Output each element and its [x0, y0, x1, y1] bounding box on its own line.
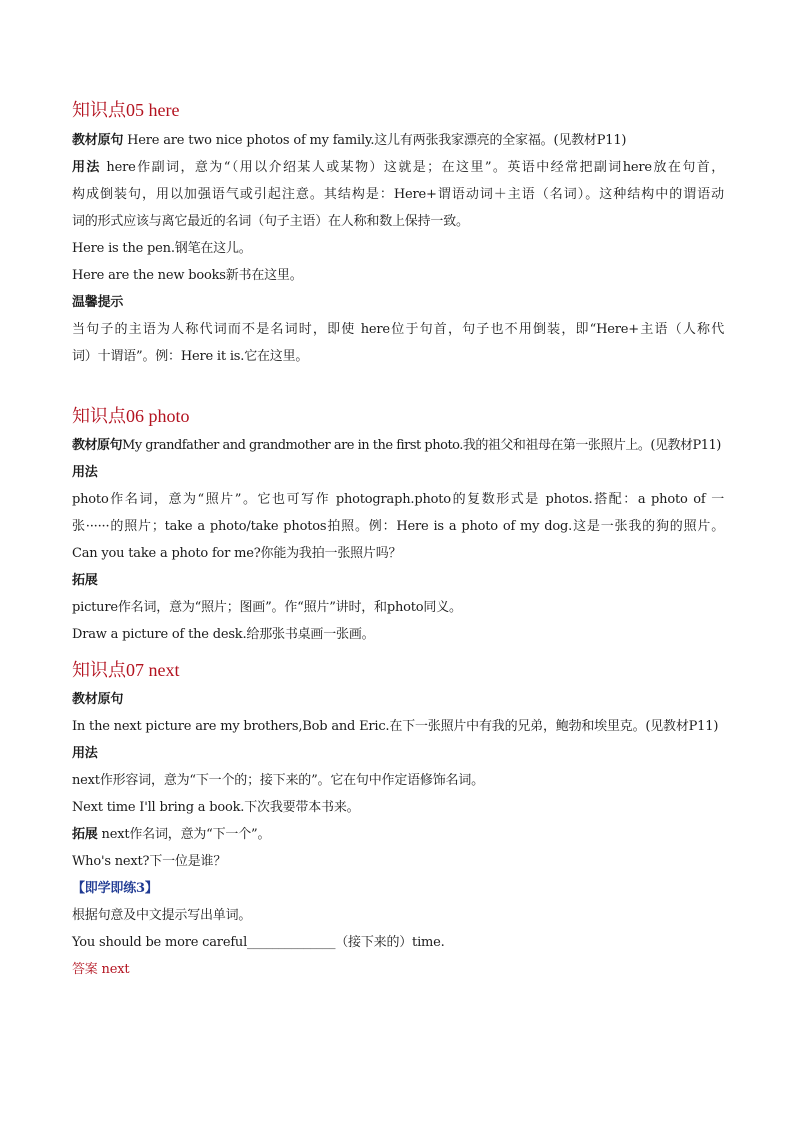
source-text: Here are two nice photos of my family.这儿有两张我家漂亮的全家福。(见教材P11): [127, 133, 627, 148]
tip-line: 当句子的主语为人称代词而不是名词时，即使 here位于句首，句子也不用倒装，即“Here+主语（人称代: [72, 322, 724, 337]
extend-text: next作名词，意为“下一个”。: [101, 827, 271, 842]
usage-label: 用法: [72, 746, 98, 761]
answer-label: 答案: [72, 962, 98, 977]
section-heading-07: 知识点07 next: [72, 660, 180, 680]
source-sentence-05: [72, 132, 626, 149]
usage-line: 张······的照片；take a photo/take photos拍照。例：Here is a photo of my dog.这是一张我的狗的照片。: [72, 519, 724, 534]
extend-label: 拓展: [72, 827, 98, 842]
section-heading-06: 知识点06 photo: [72, 406, 190, 426]
practice-title: 【即学即练3】: [72, 881, 158, 896]
usage-line: photo作名词，意为“照片”。它也可写作 photograph.photo的复数形式是 photos.搭配：a photo of 一: [72, 492, 724, 507]
example-sentence: Here is the pen.钢笔在这儿。: [72, 241, 252, 256]
extend-line: picture作名词，意为“照片；图画”。作“照片”讲时，和photo同义。: [72, 600, 462, 615]
answer-line: [72, 961, 129, 978]
source-label: 教材原句: [72, 692, 124, 707]
usage-label: 用法: [72, 160, 101, 175]
usage-line: 构成倒装句，用以加强语气或引起注意。其结构是：Here+谓语动词＋主语（名词）。这种结构中的谓语动: [72, 187, 724, 202]
source-label: 教材原句: [72, 438, 123, 453]
usage-label: 用法: [72, 465, 98, 480]
source-text: In the next picture are my brothers,Bob and Eric.在下一张照片中有我的兄弟，鲍勃和埃里克。(见教材P11): [72, 719, 719, 734]
practice-question: You should be more careful______________（接下来的）time.: [72, 935, 445, 950]
extend-line: Draw a picture of the desk.给那张书桌画一张画。: [72, 627, 375, 642]
extend-line: [72, 826, 270, 843]
usage-line: [72, 159, 724, 176]
usage-line: next作形容词，意为“下一个的；接下来的”。它在句中作定语修饰名词。: [72, 773, 484, 788]
tip-label: 温馨提示: [72, 295, 124, 310]
answer-text: next: [101, 962, 130, 977]
source-sentence-06: [72, 437, 721, 454]
usage-line: Next time I'll bring a book.下次我要带本书来。: [72, 800, 360, 815]
usage-line: 词的形式应该与离它最近的名词（句子主语）在人称和数上保持一致。: [72, 214, 469, 229]
source-label: 教材原句: [72, 133, 124, 148]
example-sentence: Here are the new books新书在这里。: [72, 268, 303, 283]
section-heading-05: 知识点05 here: [72, 100, 180, 120]
usage-text: here作副词，意为“（用以介绍某人或某物）这就是；在这里”。英语中经常把副词here放在句首，: [106, 160, 724, 175]
source-text: My grandfather and grandmother are in the first photo.我的祖父和祖母在第一张照片上。(见教材P11): [122, 438, 721, 453]
practice-instruction: 根据句意及中文提示写出单词。: [72, 908, 252, 923]
extend-example: Who's next?下一位是谁？: [72, 854, 227, 869]
extend-label: 拓展: [72, 573, 98, 588]
usage-line: Can you take a photo for me?你能为我拍一张照片吗？: [72, 546, 402, 561]
tip-line: 词）十谓语”。例：Here it is.它在这里。: [72, 349, 309, 364]
